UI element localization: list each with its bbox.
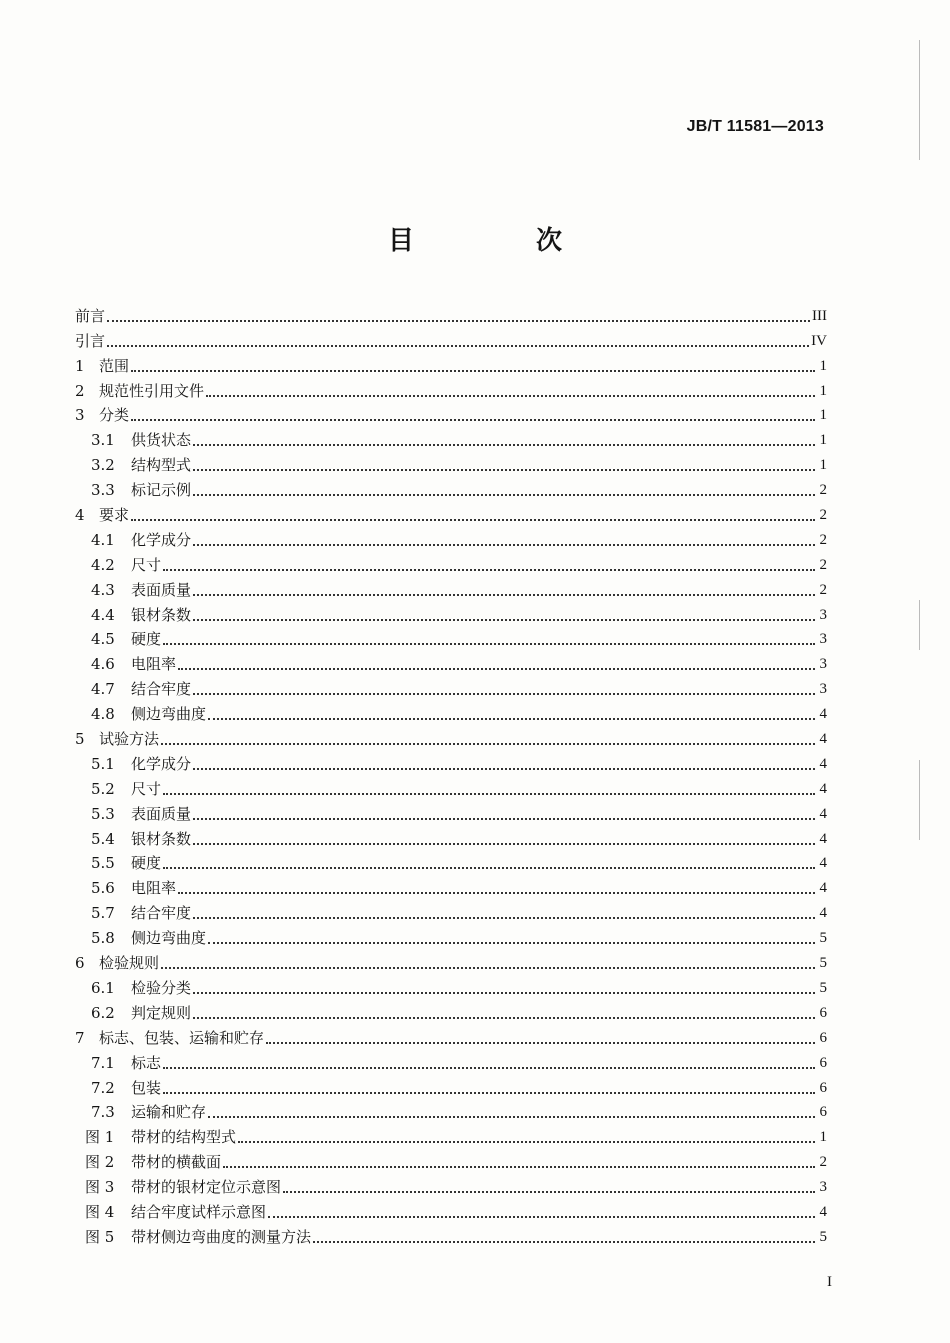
dot-leader <box>193 613 815 621</box>
toc-entry-page: 6 <box>819 1004 827 1021</box>
toc-entry-number: 图 5 <box>85 1227 115 1246</box>
dot-leader <box>131 413 815 421</box>
toc-entry-page: 6 <box>819 1104 827 1121</box>
toc-entry-number: 5.4 <box>91 829 115 848</box>
toc-entry-label: 硬度 <box>131 630 162 649</box>
toc-entry-label: 侧边弯曲度 <box>131 705 207 724</box>
dot-leader <box>313 1235 815 1243</box>
toc-entry[interactable] <box>75 823 827 848</box>
dot-leader <box>163 861 815 869</box>
toc-entry-number: 2 <box>75 381 85 400</box>
toc-entry-page: 6 <box>819 1079 827 1096</box>
dot-leader <box>193 812 815 820</box>
dot-leader <box>193 986 815 994</box>
toc-entry-label: 表面质量 <box>131 804 192 823</box>
toc-entry-number: 3.1 <box>91 431 115 450</box>
page-number: I <box>827 1274 832 1290</box>
toc-entry-number: 5.2 <box>91 779 115 798</box>
toc-entry[interactable] <box>75 1097 827 1122</box>
toc-entry[interactable] <box>75 897 827 922</box>
toc-entry-number: 3 <box>75 406 85 425</box>
dot-leader <box>163 1086 815 1094</box>
dot-leader <box>193 588 815 596</box>
toc-entry[interactable] <box>75 698 827 723</box>
toc-entry[interactable] <box>75 449 827 474</box>
toc-entry-page: 4 <box>819 830 827 847</box>
toc-entry-number: 5.6 <box>91 879 115 898</box>
dot-leader <box>163 1061 815 1069</box>
toc-entry-page: 2 <box>819 1154 827 1171</box>
dot-leader <box>206 389 815 397</box>
toc-entry-page: 3 <box>819 631 827 648</box>
dot-leader <box>131 364 815 372</box>
toc-entry-page: 4 <box>819 731 827 748</box>
toc-entry-page: III <box>812 307 827 324</box>
toc-entry-label: 分类 <box>99 406 130 425</box>
toc-entry-number: 4.8 <box>91 705 115 724</box>
dot-leader <box>268 1210 815 1218</box>
toc-entry-page: 1 <box>819 432 827 449</box>
toc-entry-label: 前言 <box>75 306 106 325</box>
toc-entry-page: 1 <box>819 382 827 399</box>
dot-leader <box>163 787 815 795</box>
toc-entry-number: 3.3 <box>91 481 115 500</box>
toc-entry-label: 标记示例 <box>131 481 192 500</box>
toc-entry-page: 4 <box>819 905 827 922</box>
toc-entry-label: 标志、包装、运输和贮存 <box>99 1028 265 1047</box>
toc-entry-number: 4.5 <box>91 630 115 649</box>
table-of-contents <box>75 300 827 1246</box>
scan-edge-mark <box>919 600 920 650</box>
toc-entry-number: 4.3 <box>91 580 115 599</box>
toc-entry-number: 4.2 <box>91 555 115 574</box>
toc-entry-page: 4 <box>819 706 827 723</box>
toc-entry-page: 1 <box>819 1129 827 1146</box>
dot-leader <box>193 538 815 546</box>
toc-entry-page: 4 <box>819 1203 827 1220</box>
toc-entry-page: 6 <box>819 1054 827 1071</box>
toc-entry[interactable] <box>75 624 827 649</box>
toc-entry[interactable] <box>75 549 827 574</box>
toc-entry[interactable] <box>75 798 827 823</box>
dot-leader <box>178 886 815 894</box>
toc-entry-label: 侧边弯曲度 <box>131 929 207 948</box>
toc-entry-label: 结合牢度 <box>131 904 192 923</box>
toc-entry[interactable] <box>75 1146 827 1171</box>
toc-entry-label: 带材的银材定位示意图 <box>131 1178 282 1197</box>
toc-entry-number: 7.2 <box>91 1078 115 1097</box>
toc-entry[interactable] <box>75 1072 827 1097</box>
toc-entry-page: 4 <box>819 880 827 897</box>
dot-leader <box>193 438 815 446</box>
toc-entry-label: 结合牢度 <box>131 680 192 699</box>
toc-entry-number: 图 4 <box>85 1202 115 1221</box>
toc-entry-label: 银材条数 <box>131 605 192 624</box>
toc-entry[interactable] <box>75 424 827 449</box>
toc-entry-number: 5.1 <box>91 754 115 773</box>
dot-leader <box>193 762 815 770</box>
dot-leader <box>208 712 815 720</box>
toc-entry-number: 图 1 <box>85 1128 115 1147</box>
toc-entry-label: 包装 <box>131 1078 162 1097</box>
dot-leader <box>163 637 815 645</box>
dot-leader <box>193 488 815 496</box>
toc-entry[interactable] <box>75 524 827 549</box>
toc-entry-label: 判定规则 <box>131 1003 192 1022</box>
toc-entry-number: 4.7 <box>91 680 115 699</box>
dot-leader <box>193 463 815 471</box>
dot-leader <box>208 1110 815 1118</box>
toc-entry[interactable] <box>75 648 827 673</box>
toc-entry[interactable] <box>75 300 827 325</box>
toc-entry[interactable] <box>75 673 827 698</box>
toc-entry-number: 6 <box>75 954 85 973</box>
toc-entry-page: 6 <box>819 1029 827 1046</box>
dot-leader <box>193 837 815 845</box>
toc-entry-page: 3 <box>819 1179 827 1196</box>
toc-entry[interactable] <box>75 848 827 873</box>
toc-entry[interactable] <box>75 1121 827 1146</box>
toc-entry-page: 1 <box>819 457 827 474</box>
dot-leader <box>266 1036 815 1044</box>
dot-leader <box>238 1135 815 1143</box>
toc-entry-number: 5.5 <box>91 854 115 873</box>
toc-entry-number: 7.3 <box>91 1103 115 1122</box>
dot-leader <box>283 1185 815 1193</box>
toc-entry[interactable] <box>75 574 827 599</box>
toc-entry[interactable] <box>75 947 827 972</box>
toc-entry-label: 表面质量 <box>131 580 192 599</box>
toc-entry-number: 5 <box>75 730 85 749</box>
toc-entry-label: 范围 <box>99 356 130 375</box>
toc-entry[interactable] <box>75 773 827 798</box>
toc-entry-page: 4 <box>819 805 827 822</box>
toc-entry[interactable] <box>75 1022 827 1047</box>
toc-entry-label: 带材的结构型式 <box>131 1128 237 1147</box>
toc-entry-label: 运输和贮存 <box>131 1103 207 1122</box>
dot-leader <box>223 1160 815 1168</box>
toc-entry-page: 5 <box>819 955 827 972</box>
toc-entry-page: 1 <box>819 357 827 374</box>
toc-entry-page: 5 <box>819 930 827 947</box>
toc-entry-page: 2 <box>819 482 827 499</box>
toc-entry[interactable] <box>75 499 827 524</box>
toc-entry-label: 规范性引用文件 <box>99 381 205 400</box>
toc-entry-label: 检验规则 <box>99 954 160 973</box>
toc-entry-page: 3 <box>819 656 827 673</box>
dot-leader <box>131 513 815 521</box>
toc-entry-number: 5.7 <box>91 904 115 923</box>
toc-entry[interactable] <box>75 972 827 997</box>
toc-entry-label: 标志 <box>131 1053 162 1072</box>
toc-entry-label: 尺寸 <box>131 555 162 574</box>
toc-entry-page: 4 <box>819 855 827 872</box>
toc-entry-number: 6.2 <box>91 1003 115 1022</box>
toc-entry-page: 5 <box>819 1228 827 1245</box>
dot-leader <box>161 737 815 745</box>
toc-entry-number: 4.4 <box>91 605 115 624</box>
toc-entry-number: 3.2 <box>91 456 115 475</box>
toc-entry-label: 带材侧边弯曲度的测量方法 <box>131 1227 312 1246</box>
toc-entry[interactable] <box>75 599 827 624</box>
toc-entry-page: 2 <box>819 507 827 524</box>
toc-entry-label: 尺寸 <box>131 779 162 798</box>
toc-entry-label: 电阻率 <box>131 655 177 674</box>
toc-entry-page: 2 <box>819 581 827 598</box>
toc-entry-label: 化学成分 <box>131 530 192 549</box>
dot-leader <box>163 563 815 571</box>
page-title: 目 次 <box>387 226 610 256</box>
toc-entry-number: 5.8 <box>91 929 115 948</box>
toc-entry-label: 结构型式 <box>131 456 192 475</box>
toc-entry[interactable] <box>75 723 827 748</box>
toc-entry[interactable] <box>75 872 827 897</box>
toc-entry[interactable] <box>75 350 827 375</box>
toc-entry-page: 5 <box>819 979 827 996</box>
scan-edge-mark <box>919 40 920 160</box>
dot-leader <box>193 1011 815 1019</box>
toc-entry-page: 2 <box>819 531 827 548</box>
toc-entry-label: 检验分类 <box>131 978 192 997</box>
toc-entry-number: 4.1 <box>91 530 115 549</box>
toc-entry-page: 4 <box>819 755 827 772</box>
toc-entry-label: 试验方法 <box>99 730 160 749</box>
toc-entry-page: 3 <box>819 681 827 698</box>
dot-leader <box>208 936 815 944</box>
dot-leader <box>178 662 815 670</box>
dot-leader <box>193 911 815 919</box>
toc-entry-label: 银材条数 <box>131 829 192 848</box>
toc-entry-number: 7.1 <box>91 1053 115 1072</box>
dot-leader <box>193 687 815 695</box>
toc-entry-label: 要求 <box>99 506 130 525</box>
toc-entry[interactable] <box>75 325 827 350</box>
toc-entry-number: 5.3 <box>91 804 115 823</box>
toc-entry-number: 4.6 <box>91 655 115 674</box>
toc-entry-label: 带材的横截面 <box>131 1153 222 1172</box>
dot-leader <box>107 314 810 322</box>
toc-entry-page: 4 <box>819 780 827 797</box>
toc-entry-number: 7 <box>75 1028 85 1047</box>
toc-entry-label: 硬度 <box>131 854 162 873</box>
toc-entry-page: 2 <box>819 556 827 573</box>
dot-leader <box>107 339 809 347</box>
dot-leader <box>161 961 815 969</box>
toc-entry-label: 结合牢度试样示意图 <box>131 1202 267 1221</box>
toc-entry[interactable] <box>75 375 827 400</box>
toc-entry[interactable] <box>75 1221 827 1246</box>
toc-entry-page: 1 <box>819 407 827 424</box>
toc-entry-label: 化学成分 <box>131 754 192 773</box>
toc-entry[interactable] <box>75 1196 827 1221</box>
toc-entry[interactable] <box>75 1047 827 1072</box>
scan-edge-mark <box>919 760 920 840</box>
toc-entry-page: 3 <box>819 606 827 623</box>
toc-entry[interactable] <box>75 400 827 425</box>
toc-entry-number: 1 <box>75 356 85 375</box>
toc-entry-number: 6.1 <box>91 978 115 997</box>
toc-entry-label: 引言 <box>75 331 106 350</box>
standard-code: JB/T 11581—2013 <box>686 118 824 135</box>
toc-entry[interactable] <box>75 922 827 947</box>
toc-entry-number: 图 2 <box>85 1153 115 1172</box>
toc-entry-number: 4 <box>75 506 85 525</box>
toc-entry[interactable] <box>75 997 827 1022</box>
toc-entry-page: IV <box>811 332 827 349</box>
toc-entry-number: 图 3 <box>85 1178 115 1197</box>
toc-entry[interactable] <box>75 1171 827 1196</box>
toc-entry[interactable] <box>75 474 827 499</box>
toc-entry-label: 供货状态 <box>131 431 192 450</box>
toc-entry-label: 电阻率 <box>131 879 177 898</box>
toc-entry[interactable] <box>75 748 827 773</box>
